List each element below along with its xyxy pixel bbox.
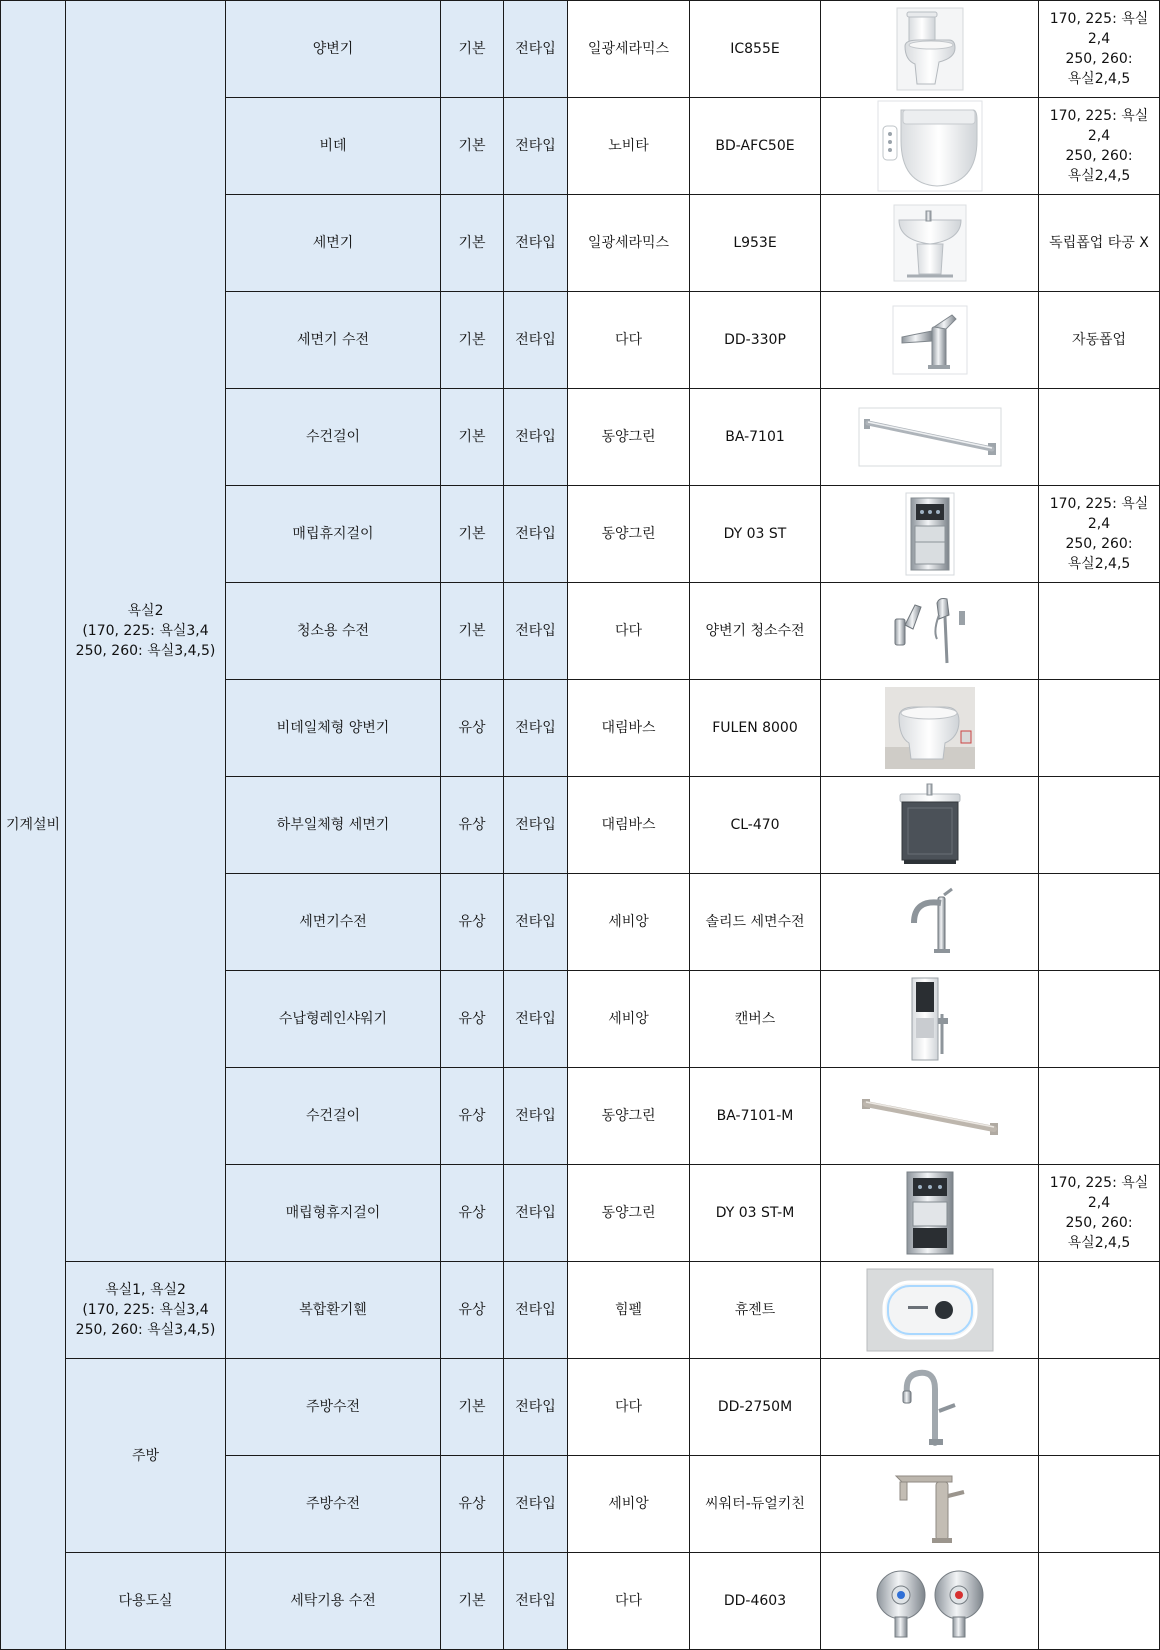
option-type: 기본 [441, 1, 504, 98]
item-name: 비데 [226, 98, 441, 195]
manufacturer: 다다 [568, 1359, 690, 1456]
item-name: 수납형레인샤워기 [226, 971, 441, 1068]
product-image [821, 680, 1039, 777]
manufacturer: 노비타 [568, 98, 690, 195]
applied-type: 전타입 [504, 874, 568, 971]
group-cell-utility: 다용도실 [66, 1553, 226, 1650]
option-type: 유상 [441, 971, 504, 1068]
product-image [821, 1165, 1039, 1262]
model-number: DD-330P [690, 292, 821, 389]
applied-type: 전타입 [504, 680, 568, 777]
option-type: 기본 [441, 389, 504, 486]
cleaning-faucet-icon [875, 591, 985, 671]
item-name: 세면기 수전 [226, 292, 441, 389]
note: 170, 225: 욕실 2,4 250, 260: 욕실2,4,5 [1039, 1165, 1160, 1262]
model-number: 씨워터-듀얼키친 [690, 1456, 821, 1553]
applied-type: 전타입 [504, 1068, 568, 1165]
kitchen-faucet-icon [888, 1462, 972, 1546]
applied-type: 전타입 [504, 777, 568, 874]
note [1039, 971, 1160, 1068]
option-type: 기본 [441, 195, 504, 292]
model-number: DY 03 ST [690, 486, 821, 583]
item-name: 하부일체형 세면기 [226, 777, 441, 874]
manufacturer: 대림바스 [568, 680, 690, 777]
option-type: 유상 [441, 1456, 504, 1553]
item-name: 양변기 [226, 1, 441, 98]
option-type: 기본 [441, 486, 504, 583]
model-number: 양변기 청소수전 [690, 583, 821, 680]
manufacturer: 다다 [568, 1553, 690, 1650]
model-number: 휴젠트 [690, 1262, 821, 1359]
applied-type: 전타입 [504, 1262, 568, 1359]
applied-type: 전타입 [504, 1165, 568, 1262]
applied-type: 전타입 [504, 1456, 568, 1553]
applied-type: 전타입 [504, 971, 568, 1068]
applied-type: 전타입 [504, 98, 568, 195]
product-image [821, 98, 1039, 195]
category-cell: 기계설비 [1, 1, 66, 1650]
model-number: 솔리드 세면수전 [690, 874, 821, 971]
manufacturer: 동양그린 [568, 486, 690, 583]
note [1039, 777, 1160, 874]
option-type: 유상 [441, 680, 504, 777]
item-name: 주방수전 [226, 1359, 441, 1456]
item-name: 복합환기휀 [226, 1262, 441, 1359]
note: 170, 225: 욕실 2,4 250, 260: 욕실2,4,5 [1039, 98, 1160, 195]
note [1039, 874, 1160, 971]
group-cell-bath2: 욕실2 (170, 225: 욕실3,4 250, 260: 욕실3,4,5) [66, 1, 226, 1262]
model-number: DD-2750M [690, 1359, 821, 1456]
note: 170, 225: 욕실 2,4 250, 260: 욕실2,4,5 [1039, 486, 1160, 583]
note [1039, 1456, 1160, 1553]
item-name: 수건걸이 [226, 389, 441, 486]
product-image [821, 486, 1039, 583]
applied-type: 전타입 [504, 389, 568, 486]
item-name: 매립휴지걸이 [226, 486, 441, 583]
model-number: BA-7101-M [690, 1068, 821, 1165]
product-image [821, 1553, 1039, 1650]
manufacturer: 세비앙 [568, 971, 690, 1068]
item-name: 세면기수전 [226, 874, 441, 971]
product-image [821, 292, 1039, 389]
basin-faucet-icon [892, 305, 968, 375]
note [1039, 1553, 1160, 1650]
note [1039, 583, 1160, 680]
option-type: 기본 [441, 292, 504, 389]
table-row [1, 1359, 1160, 1456]
bidet-icon [877, 100, 983, 192]
table-row [1, 1553, 1160, 1650]
product-image [821, 971, 1039, 1068]
manufacturer: 동양그린 [568, 1068, 690, 1165]
rain-shower-icon [908, 974, 952, 1064]
applied-type: 전타입 [504, 583, 568, 680]
kitchen-faucet-icon [895, 1365, 965, 1449]
product-image [821, 1359, 1039, 1456]
applied-type: 전타입 [504, 1553, 568, 1650]
model-number: BA-7101 [690, 389, 821, 486]
option-type: 유상 [441, 1165, 504, 1262]
note [1039, 389, 1160, 486]
option-type: 기본 [441, 583, 504, 680]
manufacturer: 일광세라믹스 [568, 195, 690, 292]
product-image [821, 389, 1039, 486]
smart-toilet-icon [885, 687, 975, 769]
model-number: DY 03 ST-M [690, 1165, 821, 1262]
towel-bar-icon [858, 1091, 1002, 1141]
manufacturer: 힘펠 [568, 1262, 690, 1359]
note [1039, 680, 1160, 777]
group-cell-kitchen: 주방 [66, 1359, 226, 1553]
model-number: 캔버스 [690, 971, 821, 1068]
product-image [821, 1262, 1039, 1359]
option-type: 유상 [441, 777, 504, 874]
washer-valve-icon [865, 1561, 995, 1641]
item-name: 세탁기용 수전 [226, 1553, 441, 1650]
model-number: L953E [690, 195, 821, 292]
product-image [821, 583, 1039, 680]
product-image [821, 195, 1039, 292]
option-type: 기본 [441, 98, 504, 195]
product-image [821, 1068, 1039, 1165]
product-image [821, 1456, 1039, 1553]
model-number: FULEN 8000 [690, 680, 821, 777]
vanity-basin-icon [894, 780, 966, 870]
option-type: 기본 [441, 1359, 504, 1456]
product-image [821, 1, 1039, 98]
note [1039, 1068, 1160, 1165]
manufacturer: 세비앙 [568, 874, 690, 971]
manufacturer: 다다 [568, 292, 690, 389]
towel-bar-icon [858, 407, 1002, 467]
manufacturer: 세비앙 [568, 1456, 690, 1553]
recessed-tissue-holder-icon [905, 492, 955, 576]
manufacturer: 다다 [568, 583, 690, 680]
item-name: 매립형휴지걸이 [226, 1165, 441, 1262]
ventilation-fan-icon [866, 1268, 994, 1352]
applied-type: 전타입 [504, 292, 568, 389]
applied-type: 전타입 [504, 486, 568, 583]
model-number: DD-4603 [690, 1553, 821, 1650]
washbasin-icon [893, 204, 967, 282]
applied-type: 전타입 [504, 1, 568, 98]
note: 170, 225: 욕실 2,4 250, 260: 욕실2,4,5 [1039, 1, 1160, 98]
product-image [821, 874, 1039, 971]
manufacturer: 동양그린 [568, 1165, 690, 1262]
option-type: 기본 [441, 1553, 504, 1650]
item-name: 청소용 수전 [226, 583, 441, 680]
manufacturer: 대림바스 [568, 777, 690, 874]
applied-type: 전타입 [504, 1359, 568, 1456]
group-cell-bath12: 욕실1, 욕실2 (170, 225: 욕실3,4 250, 260: 욕실3,4,5) [66, 1262, 226, 1359]
basin-faucet-icon [900, 887, 960, 957]
option-type: 유상 [441, 1068, 504, 1165]
model-number: CL-470 [690, 777, 821, 874]
option-type: 유상 [441, 874, 504, 971]
note [1039, 1262, 1160, 1359]
item-name: 수건걸이 [226, 1068, 441, 1165]
model-number: BD-AFC50E [690, 98, 821, 195]
recessed-tissue-holder-icon [905, 1170, 955, 1256]
manufacturer: 동양그린 [568, 389, 690, 486]
manufacturer: 일광세라믹스 [568, 1, 690, 98]
option-type: 유상 [441, 1262, 504, 1359]
model-number: IC855E [690, 1, 821, 98]
table-row [1, 1, 1160, 98]
item-name: 주방수전 [226, 1456, 441, 1553]
note [1039, 1359, 1160, 1456]
product-image [821, 777, 1039, 874]
item-name: 비데일체형 양변기 [226, 680, 441, 777]
note: 독립폽업 타공 X [1039, 195, 1160, 292]
note: 자동폽업 [1039, 292, 1160, 389]
table-row [1, 1262, 1160, 1359]
item-name: 세면기 [226, 195, 441, 292]
applied-type: 전타입 [504, 195, 568, 292]
toilet-icon [895, 6, 965, 92]
